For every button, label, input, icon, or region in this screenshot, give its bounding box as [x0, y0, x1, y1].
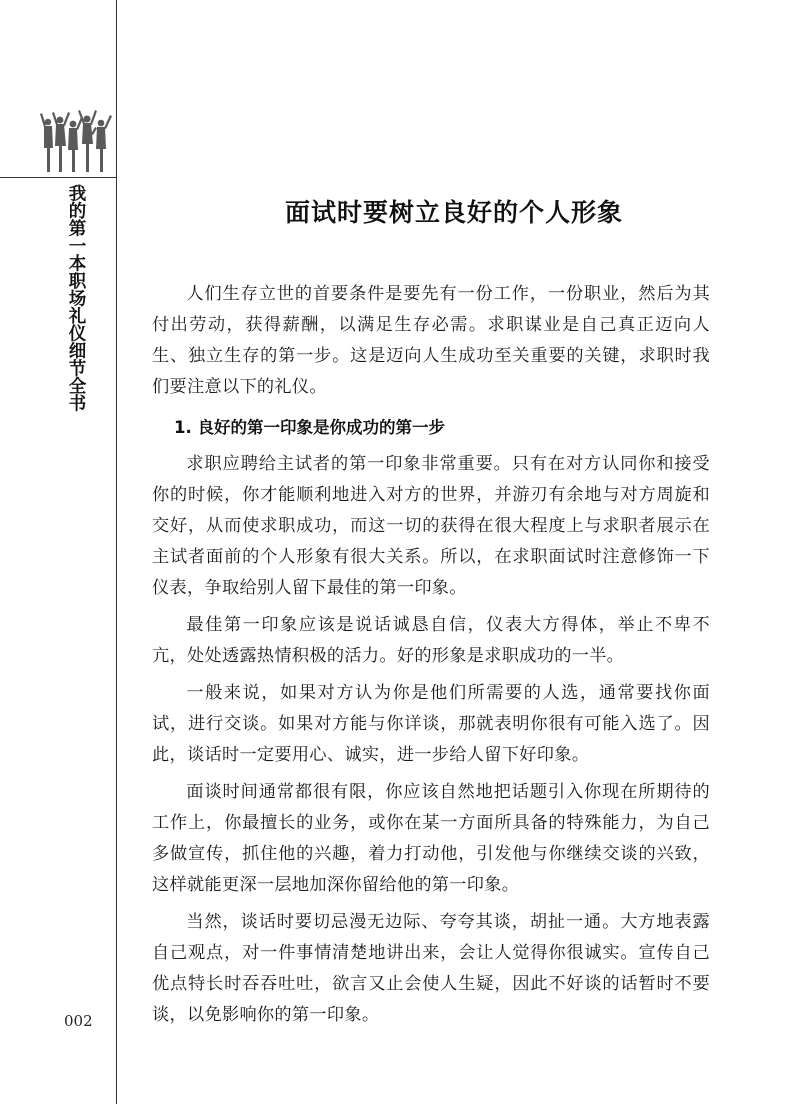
body-paragraph-1: 求职应聘给主试者的第一印象非常重要。只有在对方认同你和接受你的时候，你才能顺利地进入对方的世界，并游刃有余地与对方周旋和交好，从而使求职成功，而这一切的获得在很大程度上与求职者展示在主试者面前的个人形象有很大关系。所以，在求职面试时注意修饰一下仪表，争取给别人留下最佳的第一印象。	[152, 454, 710, 598]
page-number: 002	[64, 1012, 93, 1030]
body-paragraph-4: 面谈时间通常都很有限，你应该自然地把话题引入你现在所期待的工作上，你最擅长的业务，或你在某一方面所具备的特殊能力，为自己多做宣传，抓住他的兴趣，着力打动他，引发他与你继续交谈的兴致，这样就能更深一层地加深你留给他的第一印象。	[152, 782, 710, 895]
body-paragraph-2: 最佳第一印象应该是说话诚恳自信，仪表大方得体，举止不卑不亢，处处透露热情积极的活力。好的形象是求职成功的一半。	[152, 615, 710, 666]
page-title: 面试时要树立良好的个人形象	[284, 198, 623, 227]
body-paragraph-5: 当然，谈话时要切忌漫无边际、夸夸其谈，胡扯一通。大方地表露自己观点，对一件事情清楚地讲出来，会让人觉得你很诚实。宣传自己优点特长时吞吞吐吐，欲言又止会使人生疑，因此不好谈的话暂时不要谈，以免影响你的第一印象。	[152, 912, 710, 1025]
article-body	[152, 279, 710, 1037]
book-title-vertical: 我的第一本职场礼仪细节全书	[66, 184, 86, 412]
section-heading: 1. 良好的第一印象是你成功的第一步	[174, 418, 445, 437]
sidebar-divider-vertical	[116, 0, 117, 1104]
sidebar-divider-horizontal	[0, 177, 117, 178]
body-paragraph-3: 一般来说，如果对方认为你是他们所需要的人选，通常要找你面试，进行交谈。如果对方能与你详谈，那就表明你很有可能入选了。因此，谈话时一定要用心、诚实，进一步给人留下好印象。	[152, 683, 710, 765]
intro-paragraph: 人们生存立世的首要条件是要先有一份工作，一份职业，然后为其付出劳动，获得薪酬，以满足生存必需。求职谋业是自己真正迈向人生、独立生存的第一步。这是迈向人生成功至关重要的关键，求职时我们要注意以下的礼仪。	[152, 284, 710, 397]
celebrating-people-icon	[40, 108, 114, 174]
